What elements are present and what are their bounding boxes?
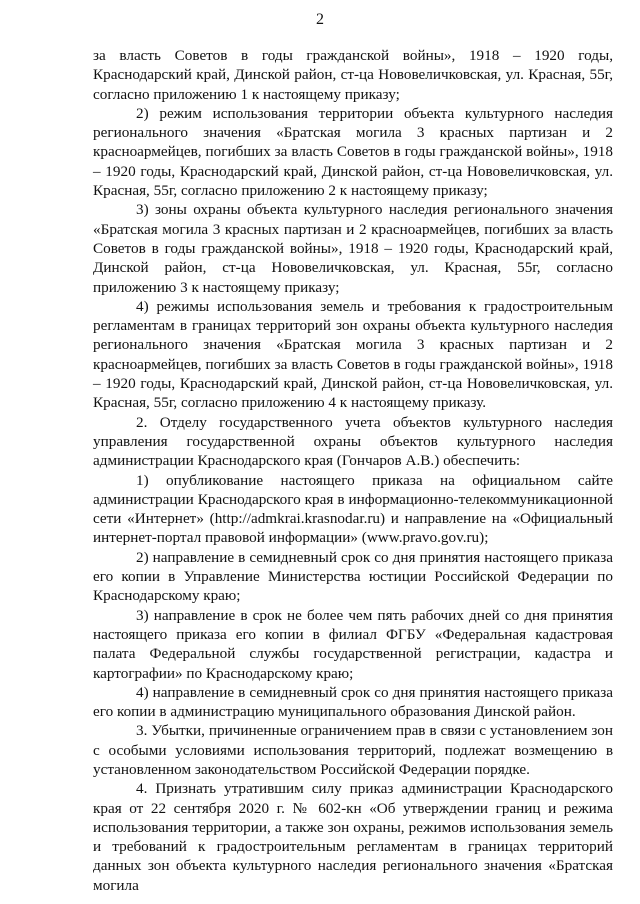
paragraph-section-2-item-1-publication: 1) опубликование настоящего приказа на официальном сайте администрации Краснодарского края в информационно-телекоммуникационной сети «Интернет» (http://admkrai.krasnodar.ru) и направление на «Официальный интернет-портал правовой информации» (www.pravo.gov.ru); [93, 471, 613, 547]
paragraph-section-2: 2. Отделу государственного учета объектов культурного наследия управления государственной охраны объектов культурного наследия администрации Краснодарского края (Гончаров А.В.) обеспечить: [93, 413, 613, 470]
paragraph-section-4-repeal: 4. Признать утратившим силу приказ администрации Краснодарского края от 22 сентября 2020 г. № 602-кн «Об утверждении границ и режима использования территории, а также зон охраны, режимов использования земель и требований к градостроительным регламентам в границах территорий данных зон объекта культурного наследия регионального значения «Братская могила [93, 780, 613, 894]
paragraph-item-4-land-use-regimes: 4) режимы использования земель и требования к градостроительным регламентам в границах территорий зон охраны объекта культурного наследия регионального значения «Братская могила 3 красных партизан и 2 красноармейцев, погибших за власть Советов в годы гражданской войны», 1918 – 1920 годы, Краснодарский край, Динской район, ст-ца Нововеличковская, ул. Красная, 55г, согласно приложению 4 к настоящему приказу. [93, 297, 613, 412]
page-number: 2 [316, 11, 324, 28]
paragraph-item-2-territory-regime: 2) режим использования территории объекта культурного наследия регионального значения «Братская могила 3 красных партизан и 2 красноармейцев, погибших за власть Советов в годы гражданской войны», 1918 – 1920 годы, Краснодарский край, Динской район, ст-ца Нововеличковская, ул. Красная, 55г, согласно приложению 2 к настоящему приказу; [93, 104, 613, 200]
paragraph-continuation: за власть Советов в годы гражданской войны», 1918 – 1920 годы, Краснодарский край, Динской район, ст-ца Нововеличковская, ул. Красная, 55г, согласно приложению 1 к настоящему приказу; [93, 47, 613, 103]
paragraph-section-3-losses: 3. Убытки, причиненные ограничением прав в связи с установлением зон с особыми условиями использования территорий, подлежат возмещению в установленном законодательством Российской Федерации порядке. [93, 722, 613, 778]
paragraph-section-2-item-3-cadastral-chamber: 3) направление в срок не более чем пять рабочих дней со дня принятия настоящего приказа его копии в филиал ФГБУ «Федеральная кадастровая палата Федеральной службы государственной регистрации, кадастра и картографии» по Краснодарскому краю; [93, 606, 613, 682]
paragraph-section-2-item-2-ministry-of-justice: 2) направление в семидневный срок со дня принятия настоящего приказа его копии в Управление Министерства юстиции Российской Федерации по Краснодарскому краю; [93, 548, 613, 605]
paragraph-section-2-item-4-municipal-administration: 4) направление в семидневный срок со дня принятия настоящего приказа его копии в администрацию муниципального образования Динской район. [93, 683, 613, 721]
document-body [93, 46, 613, 895]
paragraph-item-3-protection-zones: 3) зоны охраны объекта культурного наследия регионального значения «Братская могила 3 красных партизан и 2 красноармейцев, погибших за власть Советов в годы гражданской войны», 1918 – 1920 годы, Краснодарский край, Динской район, ст-ца Нововеличковская, ул. Красная, 55г, согласно приложению 3 к настоящему приказу; [93, 201, 613, 296]
